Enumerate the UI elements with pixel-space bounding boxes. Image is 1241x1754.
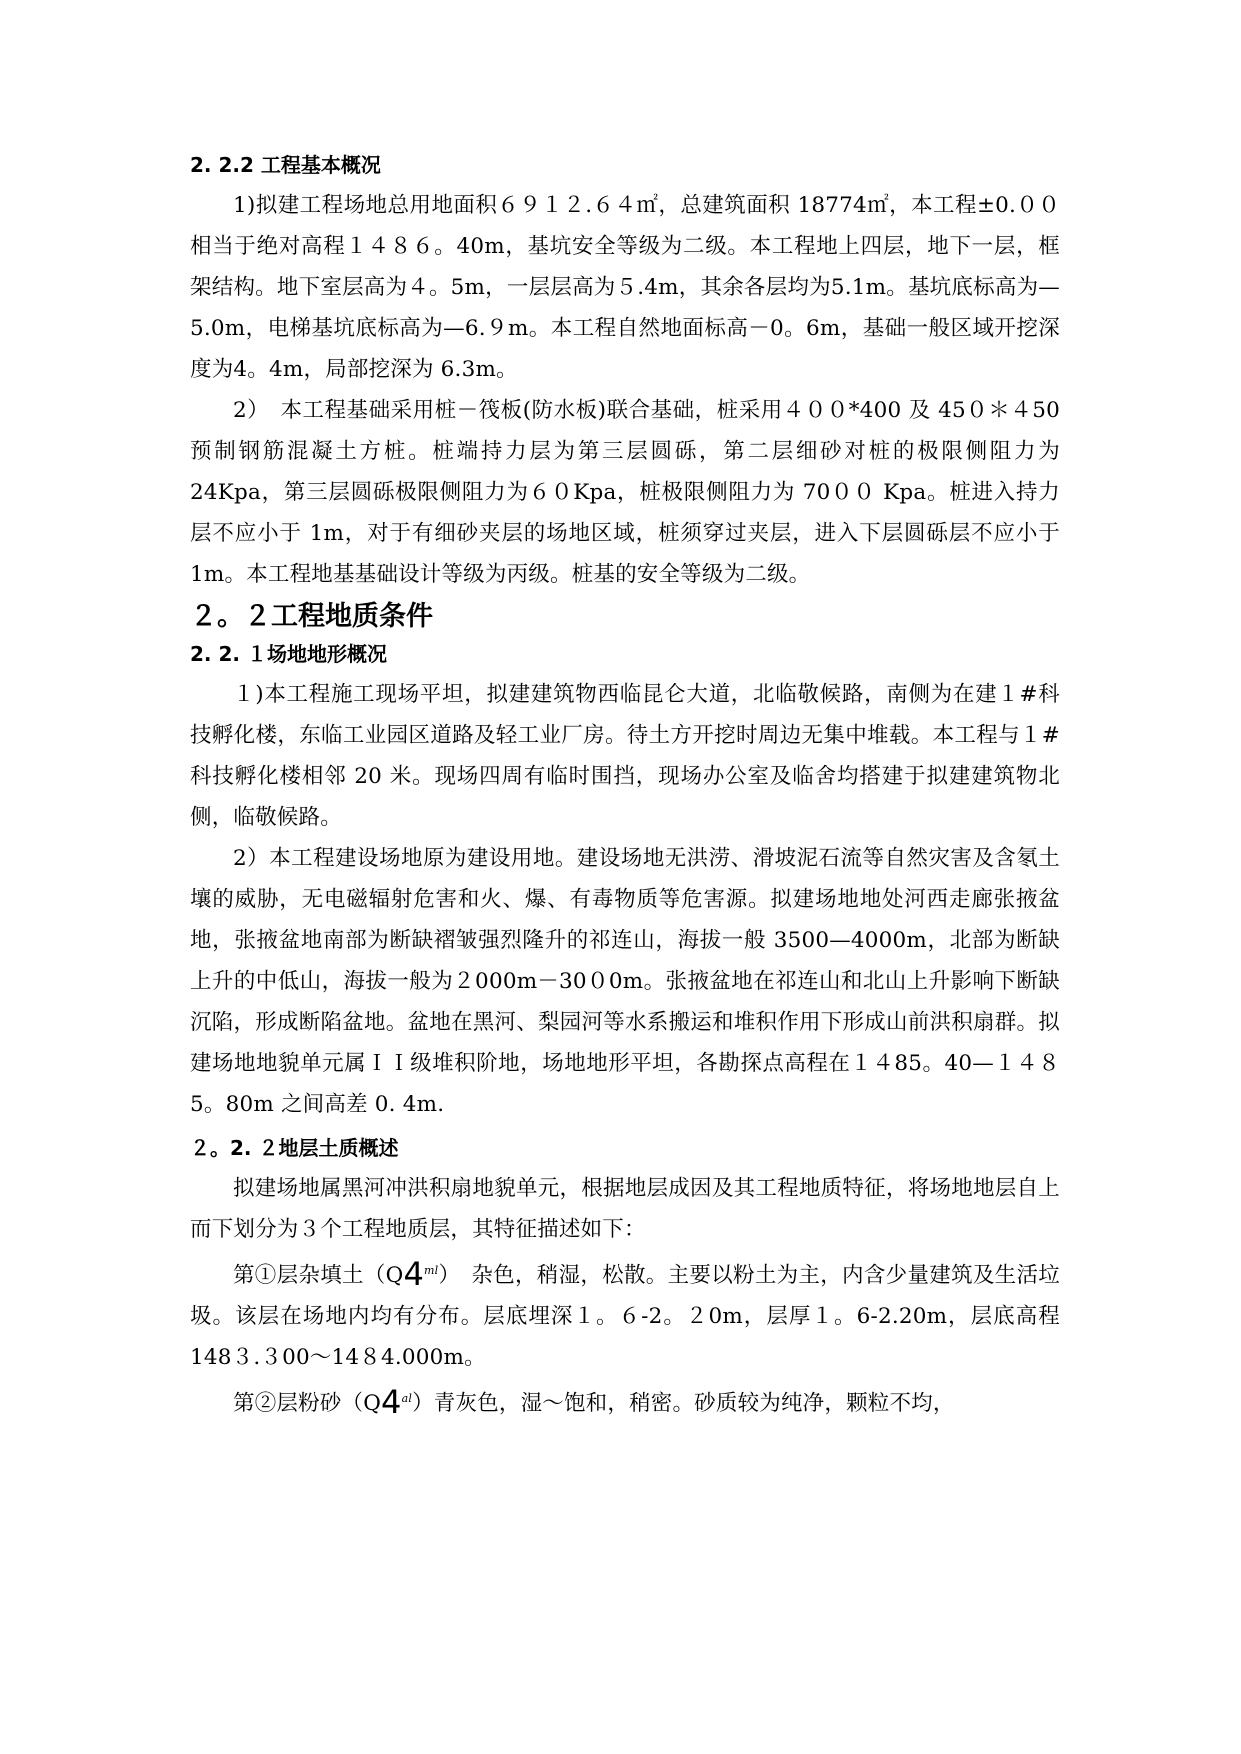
section-2-2-1-paragraph-2: 2）本工程建设场地原为建设用地。建设场地无洪涝、滑坡泥石流等自然灾害及含氡土壤的威胁，无电磁辐射危害和火、爆、有毒物质等危害源。拟建场地地处河西走廊张掖盆地，张掖盆地南部为断缺褶皱强烈隆升的祁连山，海拔一般 3500—4000m，北部为断缺上升的中低山，海拔一般为２000m－30０0m。张掖盆地在祁连山和北山上升影响下断缺沉陷，形成断陷盆地。盆地在黑河、梨园河等水系搬运和堆积作用下形成山前洪积扇群。拟建场地地貌单元属ＩＩ级堆积阶地，场地地形平坦，各勘探点高程在１４85。40—１４８5。80m 之间高差 0. 4m. [190,846,1060,1117]
layer-1-epoch-number: 4 [403,1255,425,1294]
section-2-2-2-paragraph-2: 2） 本工程基础采用桩－筏板(防水板)联合基础，桩采用４００*400 及 45０＊４50 预制钢筋混凝土方桩。桩端持力层为第三层圆砾，第二层细砂对桩的极限侧阻力为 24Kpa，第三层圆砾极限侧阻力为６０Kpa，桩极限侧阻力为 70００ Kpa。桩进入持力层不应小于 1m，对于有细砂夹层的场地区域，桩须穿过夹层，进入下层圆砾层不应小于 1m。本工程地基基础设计等级为丙级。桩基的安全等级为二级。 [190,398,1060,587]
section-2-2-2-paragraph-1: 1)拟建工程场地总用地面积６９１２.６４㎡，总建筑面积 18774㎡，本工程±0.００相当于绝对高程１４８６。40m，基坑安全等级为二级。本工程地上四层，地下一层，框架结构。地下室层高为４。5m，一层层高为５.4m，其余各层均为5.1m。基坑底标高为—5.0m，电梯基坑底标高为—6.９m。本工程自然地面标高－0。6m，基础一般区域开挖深度为4。4m，局部挖深为 6.3m。 [190,193,1061,382]
layer-2-text: ）青灰色，湿～饱和，稍密。砂质较为纯净，颗粒不均， [412,1391,955,1417]
layer-1-text: ） 杂色，稍湿，松散。主要以粉土为主，内含少量建筑及生活垃圾。该层在场地内均有分布。层底埋深１。６-2。２0m，层厚１。6-2.20m，层底高程 148３.３00～14８4.000m。 [190,1263,1060,1371]
layer-2-prefix: 第②层粉砂（Q [233,1391,382,1417]
layer-2-epoch-superscript: al [401,1392,413,1406]
layer-2-description [190,1378,1060,1424]
section-2-2-title: ２。２工程地质条件 [190,601,433,632]
section-2-2-1-paragraph-1: １)本工程施工现场平坦，拟建建筑物西临昆仑大道，北临敬候路，南侧为在建１#科技孵化楼，东临工业园区道路及轻工业厂房。待土方开挖时周边无集中堆载。本工程与１#科技孵化楼相邻 20 米。现场四周有临时围挡，现场办公室及临舍均搭建于拟建建筑物北侧，临敬候路。 [190,682,1060,830]
layer-2-epoch-number: 4 [381,1383,402,1422]
section-2-2-2-2-title: ２。2. ２地层土质概述 [190,1136,399,1160]
layer-1-epoch-superscript: ml [424,1264,439,1277]
section-2-2-2-title: 2. 2.2 工程基本概况 [190,153,381,177]
section-2-2-2-2-paragraph-1: 拟建场地属黑河冲洪积扇地貌单元，根据地层成因及其工程地质特征，将场地地层自上而下划分为３个工程地质层，其特征描述如下： [190,1176,1060,1242]
section-2-2-1-title: 2. 2. １场地地形概况 [190,642,387,666]
layer-1-description [190,1250,1060,1378]
document-page [190,150,1060,1424]
layer-1-prefix: 第①层杂填土（Q [233,1263,404,1289]
